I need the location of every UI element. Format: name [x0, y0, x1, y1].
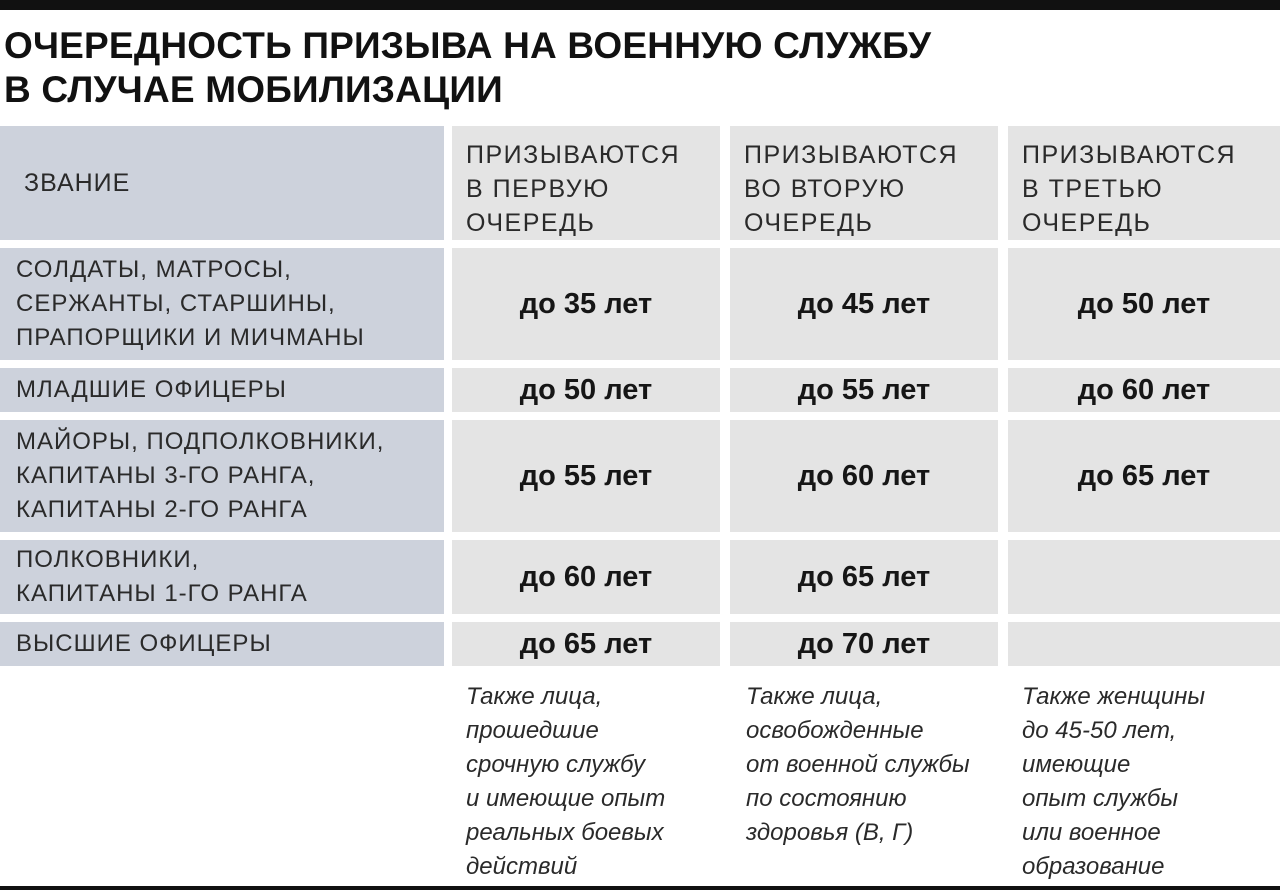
note-first-wave: Также лица, прошедшие срочную службу и имеющие опыт реальных боевых действий [466, 683, 666, 880]
age-first-wave: до 50 лет [452, 368, 720, 412]
note-second-wave: Также лица, освобожденные от военной службы по состоянию здоровья (В, Г) [746, 683, 970, 846]
header-rank: ЗВАНИЕ [0, 126, 444, 240]
page-title [4, 24, 1274, 112]
note-third-wave: Также женщины до 45-50 лет, имеющие опыт службы или военное образование [1022, 683, 1206, 880]
age-second-wave: до 55 лет [730, 368, 998, 412]
header-second-wave: ПРИЗЫВАЮТСЯ ВО ВТОРУЮ ОЧЕРЕДЬ [730, 126, 998, 240]
age-third-wave-empty [1008, 540, 1280, 614]
age-second-wave: до 60 лет [730, 420, 998, 532]
header-first-wave: ПРИЗЫВАЮТСЯ В ПЕРВУЮ ОЧЕРЕДЬ [452, 126, 720, 240]
age-second-wave: до 65 лет [730, 540, 998, 614]
title-line-1: ОЧЕРЕДНОСТЬ ПРИЗЫВА НА ВОЕННУЮ СЛУЖБУ [4, 25, 932, 66]
age-first-wave: до 65 лет [452, 622, 720, 666]
rank-colonels: ПОЛКОВНИКИ, КАПИТАНЫ 1-ГО РАНГА [0, 540, 444, 614]
top-rule [0, 0, 1280, 10]
age-third-wave: до 60 лет [1008, 368, 1280, 412]
title-line-2: В СЛУЧАЕ МОБИЛИЗАЦИИ [4, 69, 503, 110]
bottom-rule [0, 886, 1280, 890]
age-first-wave: до 55 лет [452, 420, 720, 532]
age-second-wave: до 70 лет [730, 622, 998, 666]
age-first-wave: до 60 лет [452, 540, 720, 614]
rank-soldiers: СОЛДАТЫ, МАТРОСЫ, СЕРЖАНТЫ, СТАРШИНЫ, ПРАПОРЩИКИ И МИЧМАНЫ [0, 248, 444, 360]
rank-senior-officers: ВЫСШИЕ ОФИЦЕРЫ [0, 622, 444, 666]
age-second-wave: до 45 лет [730, 248, 998, 360]
age-first-wave: до 35 лет [452, 248, 720, 360]
header-third-wave: ПРИЗЫВАЮТСЯ В ТРЕТЬЮ ОЧЕРЕДЬ [1008, 126, 1280, 240]
rank-junior-officers: МЛАДШИЕ ОФИЦЕРЫ [0, 368, 444, 412]
rank-majors: МАЙОРЫ, ПОДПОЛКОВНИКИ, КАПИТАНЫ 3-ГО РАНГА, КАПИТАНЫ 2-ГО РАНГА [0, 420, 444, 532]
age-third-wave: до 65 лет [1008, 420, 1280, 532]
age-third-wave: до 50 лет [1008, 248, 1280, 360]
age-third-wave-empty [1008, 622, 1280, 666]
